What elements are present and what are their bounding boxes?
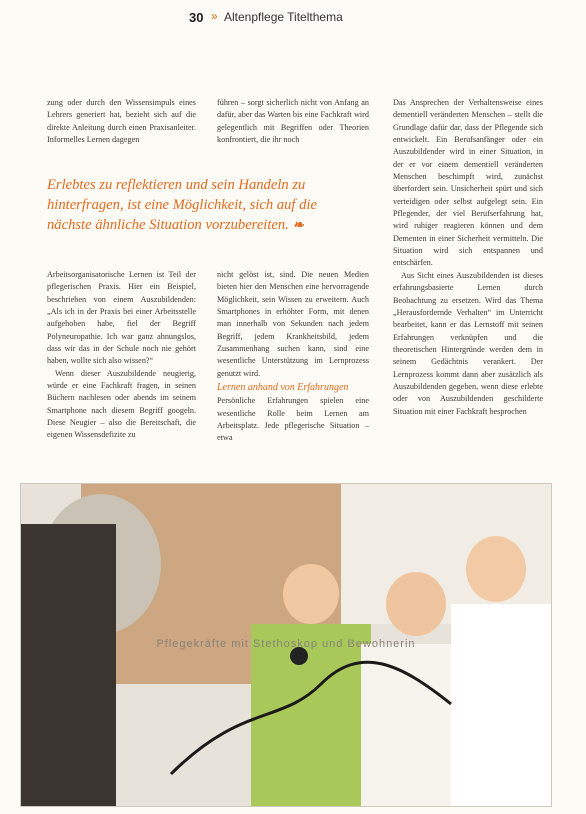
paragraph: Das Ansprechen der Verhaltensweise eines dementiell veränderten Menschen – stellt die Grundlage dafür dar, dass der Pflegende sich entwickelt. Ein Berufsanfänger oder ein Auszubildender wird in einer Situation, in der er vor einem dementiell veränderten Menschen beschimpft wird, zunächst überfordert sein. Unsicherheit spürt und sich verteidigen oder selbst aufgelegt sein. Ein Pflegender, der viel Berufserfahrung hat, wird ruhiger reagieren können und dem Dementen in einer Sicherheit vermitteln. Die Situation wird sich entspannen und entschärfen. bbox=[393, 98, 543, 268]
top-column-3 bbox=[393, 97, 543, 418]
bottom-column-2 bbox=[217, 269, 369, 445]
pull-quote bbox=[47, 176, 339, 236]
section-title: Altenpflege Titelthema bbox=[224, 10, 343, 24]
page-header bbox=[0, 10, 586, 28]
subheading: Lernen anhand von Erfahrungen bbox=[217, 382, 349, 394]
paragraph: Wenn dieser Auszubildende neugierig, würde er eine Fachkraft fragen, in seinen Büchern nachlesen oder abends im seinem Smartphone nach diesem Begriff googeln. Diese Neugier – also die Bereitschaft, die eigenen Wissensdefizite zu bbox=[47, 368, 196, 440]
pull-quote-text: Erlebtes zu reflektieren und sein Handeln zu hinterfragen, ist eine Möglichkeit, sich auf die nächste ähnliche Situation vorzubereiten. bbox=[47, 177, 317, 233]
page-number: 30 bbox=[189, 10, 204, 25]
paragraph: Persönliche Erfahrungen spielen eine wesentliche Rolle beim Lernen am Arbeitsplatz. Jede pflegerische Situation – etwa bbox=[217, 396, 369, 443]
paragraph: Arbeitsorganisatorische Lernen ist Teil der pflegerischen Praxis. Hier ein Beispiel, beschrieben von einem Auszubildenden: „Als ich in der Praxis bei einer Arbeitsstelle aufgehoben habe, fiel der Begriff Polyneuropathie. Ich war ganz ahnungslos, dass wir das in der Schule noch nie gehört haben, wollte sich also wissen?“ bbox=[47, 270, 196, 366]
top-column-1 bbox=[47, 97, 196, 146]
quote-ornament-icon: ❧ bbox=[292, 217, 304, 232]
article-photo bbox=[20, 483, 552, 807]
paragraph: nicht gelöst ist, sind. Die neuen Medien bieten hier den Menschen eine hervorragende Möglichkeit, sein Wissen zu erweitern. Auch Smartphones in erhöhter Form, mit denen man innerhalb von Sekunden nach jedem Begriff, jedem Krankheitsbild, jedem Zusammenhang suchen kann, sind eine wesentliche Unterstützung im Lernprozess genutzt wird. bbox=[217, 270, 369, 378]
top-column-2 bbox=[217, 97, 369, 146]
paragraph: Aus Sicht eines Auszubildenden ist dieses erfahrungsbasierte Lernen durch Beobachtung zu ersetzen. Wird das Thema „Herausfordernde Verhalten“ im Unterricht bearbeitet, kann er das Lernstoff mit seinen Erfahrungen verknüpfen und die theoretischen Hintergründe werden dem in seinem Gedächtnis verankert. Der Lernprozess kommt dann aber zusätzlich als Auszubildenden gegeben, wenn diese erlebte oder von Auszubildenden geschilderte Situation mit einer Fachkraft besprochen bbox=[393, 270, 543, 416]
photo-caption: Pflegekräfte mit Stethoskop und Bewohnerin bbox=[156, 638, 416, 650]
paragraph: zung oder durch den Wissensimpuls eines Lehrers generiert hat, bezieht sich auf die direkte Anleitung durch einen Praxisanleiter. Informelles Lernen dagegen bbox=[47, 98, 196, 145]
header-separator: » bbox=[211, 9, 218, 23]
paragraph: führen – sorgt sicherlich nicht von Anfang an dafür, aber das Warten bis eine Fachkraft wird gelegentlich mit Begriffen oder Theorien konfrontiert, die ihr noch bbox=[217, 98, 369, 145]
bottom-column-1 bbox=[47, 269, 196, 442]
